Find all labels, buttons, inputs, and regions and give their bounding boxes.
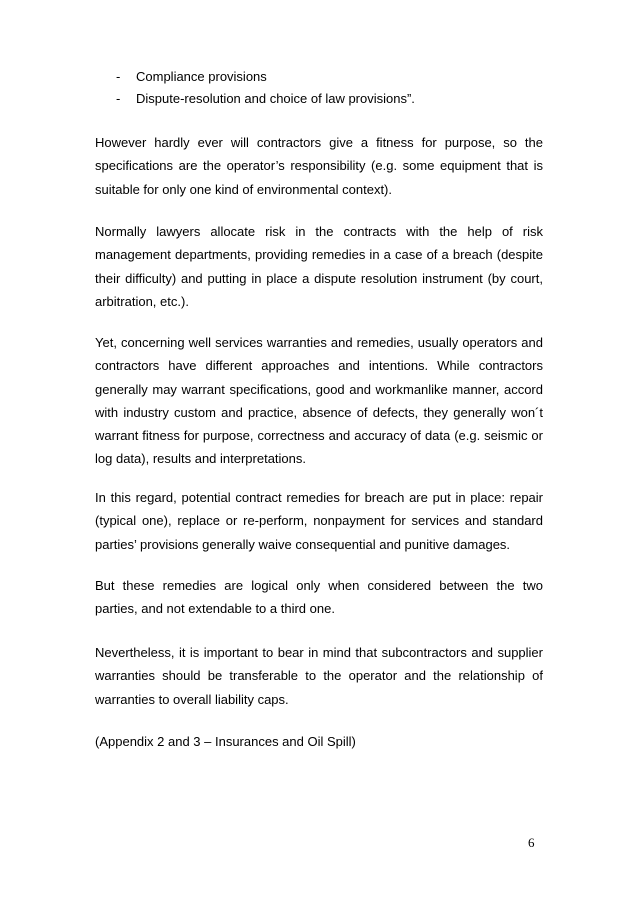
bullet-text: Dispute-resolution and choice of law provisions”. bbox=[136, 91, 415, 106]
paragraph-two-parties: But these remedies are logical only when considered between the two parties, and not extendable to a third one. bbox=[95, 578, 543, 617]
bullet-text: Compliance provisions bbox=[136, 69, 267, 84]
paragraph-fitness-for-purpose: However hardly ever will contractors give a fitness for purpose, so the specifications are the operator’s responsibility (e.g. some equipment that is suitable for only one kind of environmental context). bbox=[95, 135, 543, 197]
page-number: 6 bbox=[528, 835, 535, 850]
paragraph-appendix-reference: (Appendix 2 and 3 – Insurances and Oil Spill) bbox=[95, 734, 356, 749]
paragraph-risk-allocation: Normally lawyers allocate risk in the contracts with the help of risk management departments, providing remedies in a case of a breach (despite their difficulty) and putting in place a dispute resolution instrument (by court, arbitration, etc.). bbox=[95, 224, 543, 309]
paragraph-contract-remedies: In this regard, potential contract remedies for breach are put in place: repair (typical one), replace or re-perform, nonpayment for services and standard parties’ provisions generally waive consequential and punitive damages. bbox=[95, 490, 543, 552]
bullet-marker: - bbox=[116, 91, 121, 106]
bullet-item bbox=[116, 88, 556, 110]
bullet-marker: - bbox=[116, 69, 121, 84]
paragraph-warranties-and-remedies: Yet, concerning well services warranties and remedies, usually operators and contractors have different approaches and intentions. While contractors generally may warrant specifications, good and workmanlike manner, accord with industry custom and practice, absence of defects, they generally won´t warrant fitness for purpose, correctness and accuracy of data (e.g. seismic or log data), results and interpretations. bbox=[95, 335, 543, 467]
bullet-list bbox=[116, 66, 556, 110]
paragraph-subcontractor-warranties: Nevertheless, it is important to bear in mind that subcontractors and supplier warranties should be transferable to the operator and the relationship of warranties to overall liability caps. bbox=[95, 645, 543, 707]
bullet-item bbox=[116, 66, 556, 88]
